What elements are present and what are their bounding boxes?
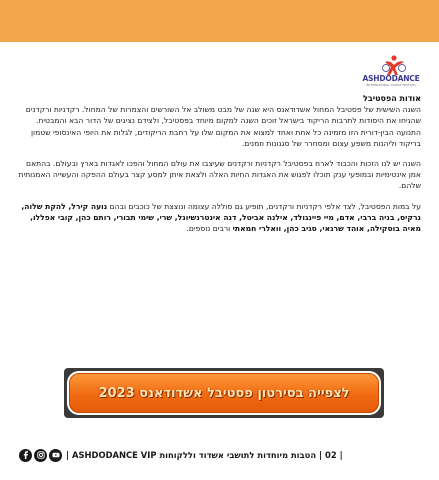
youtube-icon[interactable] [49,449,62,462]
facebook-icon[interactable] [19,449,32,462]
logo-wordmark: ASHDODANCE [362,74,420,83]
footer-caption: | 02 | הטבות מיוחדות לתושבי אשדוד וללקוחות ASHDODANCE VIP | [66,450,343,460]
about-paragraph-3 [18,201,421,235]
ashdodance-logo [361,54,421,88]
about-paragraph-1: השנה השישית של פסטיבל המחול אשדודאנס היא שנה של מבט משולב אל השורשים והצמרות של המחול. רקדניות ורקדנים שהניחו את היסודות לתרבות הריקוד בישראל זוכים השנה למקום מיוחד בפסטיבל, ולצידם נציגים של הדור הבא והמבטיח. התנועה הבין-דורית הזו מזמינה כל אחת ואחד למצוא את המקום שלו על רחבת הריקודים, לגלות את היופי האינסופי שטמון בריקוד וליהנות משפע עצום ומסחרר של סגנונות וזמנים. [25,105,421,148]
artist-names: נועה קירל, להקת שלוה, נרקיס, בניה ברבי, אדם, מיי פיינגולד, אילנה אביטל, דנה אינטרנשיונל, שרי, שימי תבורי, רותם כהן, קובי אפללו, מאיה בוסקילה, אוהד שרגאי, סגיב כהן, וואלרי חמאתי [21,201,421,234]
about-title: אודות הפסטיבל [363,94,421,103]
social-icons [19,449,62,462]
about-section [18,93,421,243]
top-banner-bar [0,0,439,42]
footer [19,446,423,464]
instagram-icon[interactable] [34,449,47,462]
dancer-figure-icon [361,54,421,76]
about-paragraph-2: השנה יש לנו הזכות והכבוד לארח בפסטיבל רקדניות ורקדנים שעיצבו את עולם המחול והפכו לאגדות בארץ ובעולם. בהתאם אמן אינטימיות ובמופעי ענק תוכלו לפגוש את האגדות החיות האלה ולצאת איתן למסע קצר בעולם ההפקה והעשייה האמנותית שלהם. [18,159,421,191]
watch-video-label: לצפייה בסירטון פסטיבל אשדודאנס 2023 [98,385,350,401]
about-paragraph-3-lead: על במות הפסטיבל, לצד אלפי רקדניות ורקדנים, תופיע גם סוללה עצומה ונוצצת של כוכבים ובהם [107,201,421,211]
about-paragraph-3-tail: ורבים נוספים. [186,224,233,234]
watch-video-button-frame [64,368,384,418]
watch-video-button[interactable] [67,371,381,415]
logo-tagline: INTERNATIONAL DANCE FESTIVAL [365,83,417,87]
